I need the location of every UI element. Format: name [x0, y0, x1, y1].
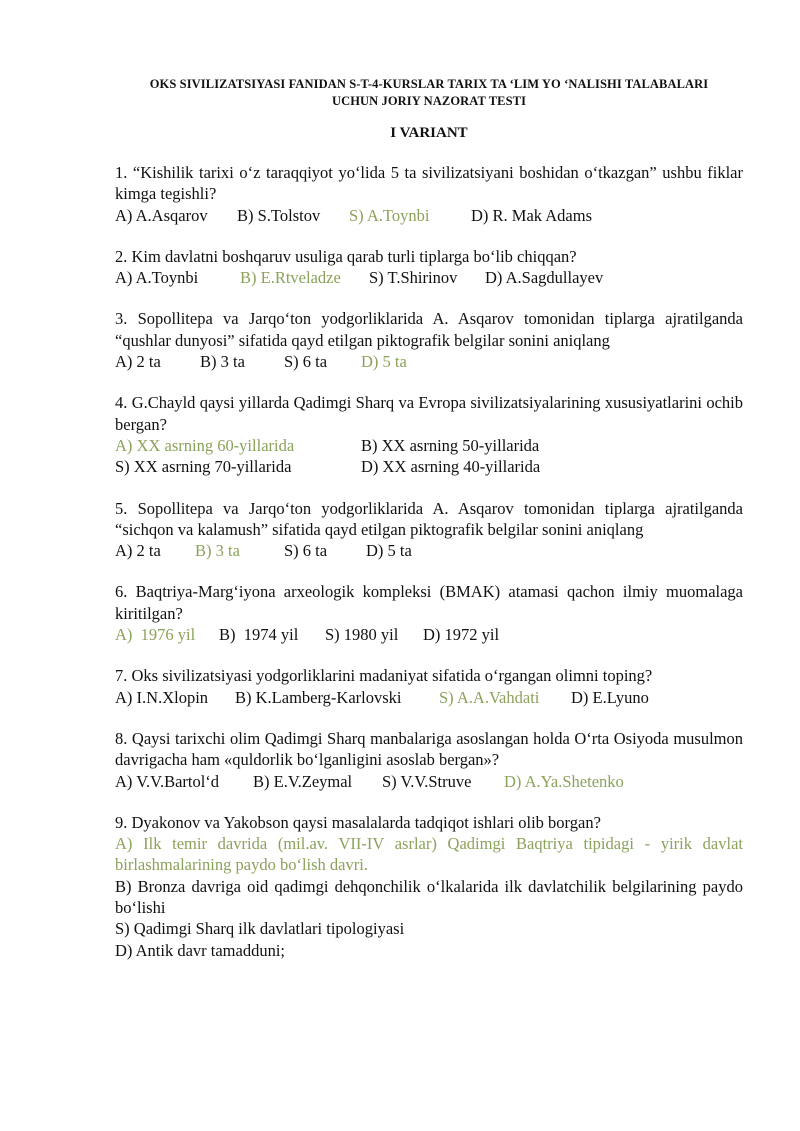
question-9	[115, 812, 743, 961]
question-8	[115, 728, 743, 792]
document-title	[115, 76, 743, 110]
option-a-correct: A) XX asrning 60-yillarida	[115, 435, 295, 455]
question-text: 2. Kim davlatni boshqaruv usuliga qarab turli tiplarga bo‘lib chiqqan?	[115, 246, 577, 266]
options-row	[115, 624, 743, 645]
option-b: B) S.Tolstov	[237, 205, 321, 225]
option-a-correct: A) Ilk temir davrida (mil.av. VII-IV asrlar) Qadimgi Baqtriya tipidagi - yirik davlat birlashmalarining paydo bo‘lish davri.	[115, 834, 743, 875]
option-b: B) 1974 yil	[219, 625, 299, 645]
option-s: S) 6 ta	[284, 352, 328, 372]
option-a-correct: A) 1976 yil	[115, 625, 196, 645]
question-text: 6. Baqtriya-Marg‘iyona arxeologik kompleksi (BMAK) atamasi qachon ilmiy muomalaga kiritilgan?	[115, 582, 743, 623]
option-a: A) A.Asqarov	[115, 205, 208, 225]
option-a: A) 2 ta	[115, 352, 161, 372]
option-a: A) I.N.Xlopin	[115, 687, 209, 707]
option-d: D) Antik davr tamadduni;	[115, 940, 286, 960]
options-row	[115, 687, 743, 708]
question-text: 8. Qaysi tarixchi olim Qadimgi Sharq manbalariga asoslangan holda O‘rta Osiyoda musulmon davrigacha ham «quldorlik bo‘lganligini asoslab bergan»?	[115, 728, 743, 770]
option-d: D) XX asrning 40-yillarida	[361, 457, 541, 477]
question-5	[115, 498, 743, 562]
option-b: B) Bronza davriga oid qadimgi dehqonchilik o‘lkalarida ilk davlatchilik belgilarining paydo bo‘lishi	[115, 876, 743, 918]
options-row	[115, 771, 743, 792]
question-6	[115, 581, 743, 645]
options-row	[115, 205, 743, 226]
question-7	[115, 665, 743, 708]
option-b: B) XX asrning 50-yillarida	[361, 435, 540, 455]
options-row	[115, 540, 743, 561]
option-a: A) V.V.Bartol‘d	[115, 771, 220, 791]
option-d: D) E.Lyuno	[571, 687, 649, 707]
option-d: D) 5 ta	[366, 541, 412, 561]
option-d-correct: D) 5 ta	[361, 352, 407, 372]
question-text: 1. “Kishilik tarixi o‘z taraqqiyot yo‘lida 5 ta sivilizatsiyani boshidan o‘tkazgan” ushbu fiklar kimga tegishli?	[115, 163, 743, 204]
question-3	[115, 308, 743, 372]
option-s-correct: S) A.A.Vahdati	[439, 687, 540, 707]
option-s: S) XX asrning 70-yillarida	[115, 457, 292, 477]
option-d: D) A.Sagdullayev	[485, 268, 604, 288]
option-a: A) A.Toynbi	[115, 268, 199, 288]
question-text: 4. G.Chayld qaysi yillarda Qadimgi Sharq va Evropa sivilizatsiyalarining xususiyatlarini ochib bergan?	[115, 393, 743, 434]
option-d-correct: D) A.Ya.Shetenko	[504, 771, 624, 791]
question-2	[115, 246, 743, 289]
option-s: S) 1980 yil	[325, 625, 399, 645]
question-4	[115, 392, 743, 477]
option-s: S) Qadimgi Sharq ilk davlatlari tipologiyasi	[115, 919, 405, 939]
question-text: 7. Oks sivilizatsiyasi yodgorliklarini madaniyat sifatida o‘rgangan olimni toping?	[115, 666, 653, 686]
title-line-1: OKS SIVILIZATSIYASI FANIDAN S-T-4-KURSLAR TARIX TA ‘LIM YO ‘NALISHI TALABALARI	[149, 77, 709, 91]
question-text: 9. Dyakonov va Yakobson qaysi masalalarda tadqiqot ishlari olib borgan?	[115, 812, 601, 832]
title-line-2: UCHUN JORIY NAZORAT TESTI	[331, 94, 527, 108]
question-text: 3. Sopollitepa va Jarqo‘ton yodgorliklarida A. Asqarov tomonidan tiplarga ajratilganda “qushlar dunyosi” sifatida qayd etilgan piktografik belgilar sonini aniqlang	[115, 309, 743, 350]
document-page	[115, 76, 743, 961]
option-s: S) T.Shirinov	[369, 268, 458, 288]
options-row	[115, 267, 743, 288]
option-s: S) 6 ta	[284, 541, 328, 561]
option-b: B) 3 ta	[200, 352, 245, 372]
option-b: B) E.V.Zeymal	[253, 771, 353, 791]
option-b: B) K.Lamberg-Karlovski	[235, 687, 402, 707]
option-b-correct: B) E.Rtveladze	[240, 268, 341, 288]
option-a: A) 2 ta	[115, 541, 161, 561]
option-b-correct: B) 3 ta	[195, 541, 240, 561]
question-1	[115, 162, 743, 226]
options-row	[115, 351, 743, 372]
option-d: D) R. Mak Adams	[471, 205, 592, 225]
question-text: 5. Sopollitepa va Jarqo‘ton yodgorliklarida A. Asqarov tomonidan tiplarga ajratilganda “sichqon va kalamush” sifatida qayd etilgan piktografik belgilar sonini aniqlang	[115, 498, 743, 539]
options-grid	[115, 435, 743, 478]
option-s-correct: S) A.Toynbi	[349, 205, 430, 225]
option-d: D) 1972 yil	[423, 625, 500, 645]
variant-heading: I VARIANT	[390, 125, 468, 141]
option-s: S) V.V.Struve	[382, 771, 472, 791]
